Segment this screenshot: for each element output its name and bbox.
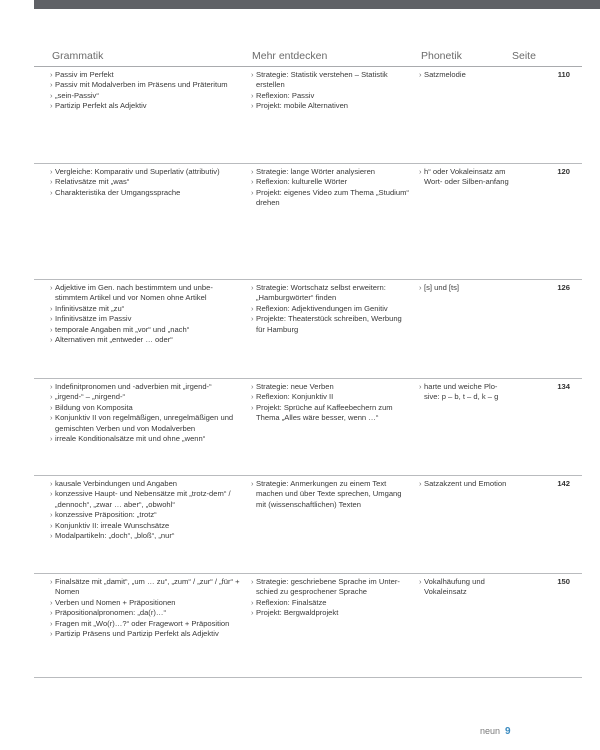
phonetik-cell xyxy=(419,479,511,489)
list-item: › Vergleiche: Komparativ und Superlativ (attributiv) xyxy=(50,167,240,177)
footer-page-number: 9 xyxy=(505,726,511,737)
header-grammatik: Grammatik xyxy=(52,50,104,62)
list-item: › Fragen mit „Wo(r)…?“ oder Fragewort + Präposition xyxy=(50,619,240,629)
list-item: › temporale Angaben mit „vor“ und „nach“ xyxy=(50,325,240,335)
phonetik-cell xyxy=(419,382,511,403)
list-item: › irreale Konditionalsätze mit und ohne „wenn“ xyxy=(50,434,240,444)
phonetik-cell xyxy=(419,577,511,598)
table-row xyxy=(34,280,582,379)
header-mehr-entdecken: Mehr entdecken xyxy=(252,50,328,62)
mehr-entdecken-cell xyxy=(251,70,409,112)
list-item: › Reflexion: Passiv xyxy=(251,91,409,101)
mehr-entdecken-cell xyxy=(251,577,409,619)
grammatik-cell xyxy=(50,479,240,541)
list-item: › Präpositionalpronomen: „da(r)…“ xyxy=(50,608,240,618)
list-item: › konzessive Präposition: „trotz“ xyxy=(50,510,240,520)
list-item: › Relativsätze mit „was“ xyxy=(50,177,240,187)
footer-page-word: neun xyxy=(480,726,501,736)
list-item: › Finalsätze mit „damit“, „um … zu“, „zum“ / „zur“ / „für“ + Nomen xyxy=(50,577,240,598)
page-number: 110 xyxy=(557,70,570,79)
list-item: › Strategie: lange Wörter analysieren xyxy=(251,167,409,177)
grammatik-cell xyxy=(50,577,240,639)
list-item: › Satzmelodie xyxy=(419,70,511,80)
table-row xyxy=(34,379,582,476)
page-footer xyxy=(480,726,511,737)
phonetik-cell xyxy=(419,70,511,80)
header-seite: Seite xyxy=(512,50,536,62)
list-item: › Infinitivsätze im Passiv xyxy=(50,314,240,324)
list-item: › konzessive Haupt- und Nebensätze mit „trotz-dem“ / „dennoch“, „zwar … aber“, „obwohl“ xyxy=(50,489,240,510)
list-item: › Projekt: eigenes Video zum Thema „Studium“ drehen xyxy=(251,188,409,209)
list-item: › Passiv im Perfekt xyxy=(50,70,240,80)
mehr-entdecken-cell xyxy=(251,283,409,335)
list-item: › Strategie: geschriebene Sprache im Unter-schied zu gesprochener Sprache xyxy=(251,577,409,598)
grammatik-cell xyxy=(50,283,240,345)
page-number: 150 xyxy=(557,577,570,586)
list-item: › Strategie: Statistik verstehen – Statistik erstellen xyxy=(251,70,409,91)
mehr-entdecken-cell xyxy=(251,167,409,209)
grammatik-cell xyxy=(50,70,240,112)
list-item: › Adjektive im Gen. nach bestimmtem und unbe-stimmtem Artikel und vor Nomen ohne Artikel xyxy=(50,283,240,304)
page-number: 126 xyxy=(557,283,570,292)
mehr-entdecken-cell xyxy=(251,479,409,510)
list-item: › Alternativen mit „entweder … oder“ xyxy=(50,335,240,345)
list-item: › Infinitivsätze mit „zu“ xyxy=(50,304,240,314)
list-item: › Projekt: mobile Alternativen xyxy=(251,101,409,111)
list-item: › [s] und [ts] xyxy=(419,283,511,293)
list-item: › Reflexion: Adjektivendungen im Genitiv xyxy=(251,304,409,314)
list-item: › kausale Verbindungen und Angaben xyxy=(50,479,240,489)
list-item: › Passiv mit Modalverben im Präsens und Präteritum xyxy=(50,80,240,90)
phonetik-cell xyxy=(419,283,511,293)
list-item: › Partizip Perfekt als Adjektiv xyxy=(50,101,240,111)
phonetik-cell xyxy=(419,167,511,188)
list-item: › Modalpartikeln: „doch“, „bloß“, „nur“ xyxy=(50,531,240,541)
list-item: › Strategie: Wortschatz selbst erweitern: „Hamburgwörter“ finden xyxy=(251,283,409,304)
list-item: › „sein-Passiv“ xyxy=(50,91,240,101)
header-phonetik: Phonetik xyxy=(421,50,462,62)
mehr-entdecken-cell xyxy=(251,382,409,424)
grammatik-cell xyxy=(50,382,240,444)
list-item: › harte und weiche Plo-sive: p – b, t – d, k – g xyxy=(419,382,511,403)
list-item: › Konjunktiv II: irreale Wunschsätze xyxy=(50,521,240,531)
list-item: › Konjunktiv II von regelmäßigen, unregelmäßigen und gemischten Verben und von Modalverben xyxy=(50,413,240,434)
list-item: › Partizip Präsens und Partizip Perfekt als Adjektiv xyxy=(50,629,240,639)
grammatik-cell xyxy=(50,167,240,198)
list-item: › Strategie: neue Verben xyxy=(251,382,409,392)
list-item: › h“ oder Vokaleinsatz am Wort- oder Silben-anfang xyxy=(419,167,511,188)
list-item: › Indefinitpronomen und -adverbien mit „irgend-“ xyxy=(50,382,240,392)
list-item: › Projekte: Theaterstück schreiben, Werbung für Hamburg xyxy=(251,314,409,335)
list-item: › Satzakzent und Emotion xyxy=(419,479,511,489)
table-row xyxy=(34,574,582,678)
table-header xyxy=(52,50,564,64)
list-item: › Reflexion: Konjunktiv II xyxy=(251,392,409,402)
page-number: 142 xyxy=(557,479,570,488)
list-item: › Reflexion: kulturelle Wörter xyxy=(251,177,409,187)
table-row xyxy=(34,476,582,574)
list-item: › Bildung von Komposita xyxy=(50,403,240,413)
list-item: › Reflexion: Finalsätze xyxy=(251,598,409,608)
list-item: › Strategie: Anmerkungen zu einem Text machen und über Texte sprechen, Umgang mit (wissenschaftlichen) Texten xyxy=(251,479,409,510)
list-item: › „irgend-“ – „nirgend-“ xyxy=(50,392,240,402)
list-item: › Verben und Nomen + Präpositionen xyxy=(50,598,240,608)
list-item: › Projekt: Bergwaldprojekt xyxy=(251,608,409,618)
table-row xyxy=(34,164,582,280)
table-row xyxy=(34,67,582,164)
list-item: › Projekt: Sprüche auf Kaffeebechern zum Thema „Alles wäre besser, wenn …“ xyxy=(251,403,409,424)
top-color-bar xyxy=(34,0,600,9)
page-number: 134 xyxy=(557,382,570,391)
page-number: 120 xyxy=(557,167,570,176)
list-item: › Charakteristika der Umgangssprache xyxy=(50,188,240,198)
list-item: › Vokalhäufung und Vokaleinsatz xyxy=(419,577,511,598)
